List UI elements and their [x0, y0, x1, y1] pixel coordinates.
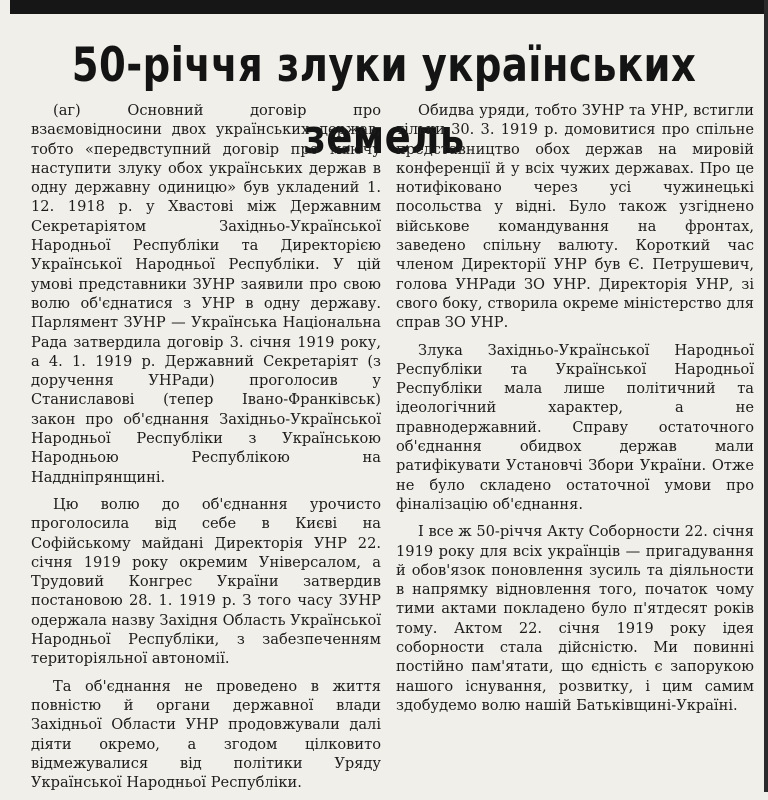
article-column-left: [31, 101, 381, 800]
page-edge: [764, 0, 768, 792]
article-column-right: [396, 101, 754, 723]
paragraph-anniversary: І все ж 50-річчя Акту Соборности 22. січня 1919 року для всіх українців — пригадування й обов'язок поновлення зусиль та діяльности в напрямку відновлення того, початок чому тими актами покладено було п'ятдесят років тому. Актом 22. січня 1919 року ідея соборности стала дійсністю. Ми повинні постійно пам'ятати, що єдність є запорукою нашого існування, розвитку, і цим самим здобудемо волю нашій Батьківщині-Україні.: [396, 523, 754, 714]
paragraph-character: Злука Західньо-Української Народньої Республіки та Української Народньої Республіки мала лише політичний та ідеологічний характер, а не правнодержавний. Справу остаточного об'єднання обидвох держав мали ратифікувати Установчі Збори України. Отже не було складено остаточної умови про фіналізацію об'єднання.: [396, 341, 754, 513]
paragraph-universal: Цю волю до об'єднання урочисто проголосила від себе в Києві на Софійському майдані Директорія УНР 22. січня 1919 року окремим Універсалом, а Трудовий Конгрес України затвердив постановою 28. 1. 1919 р. З того часу ЗУНР одержала назву Західня Область Української Народньої Республіки, з забезпеченням територіяльної автономії.: [31, 495, 381, 668]
paragraph-representation: Обидва уряди, тобто ЗУНР та УНР, встигли тільки 30. 3. 1919 р. домовитися про спільне представництво обох держав на мировій конференції й у всіх чужих державах. Про це нотифіковано через усі чужинецькі посольства у відні. Було також узгіднено військове командування на фронтах, заведено спільну валюту. Короткий час членом Директорії УНР був Є. Петрушевич, голова УНРади ЗО УНР. Директорія УНР, зі свого боку, створила окреме міністерство для справ ЗО УНР.: [396, 102, 754, 332]
top-rule: [10, 0, 768, 14]
paragraph-treaty: (аг) Основний договір про взаємовідносини двох українських держав, тобто «передвступний договір про маючу наступити злуку обох українських держав в одну державну одиницю» був укладений 1. 12. 1918 р. у Хвастові між Державним Секретаріятом Західньо-Української Народньої Республіки та Директорією Української Народньої Республіки. У цій умові представники ЗУНР заявили про свою волю об'єднатися з УНР в одну державу. Парлямент ЗУНР — Українська Національна Рада затвердила договір 3. січня 1919 року, а 4. 1. 1919 р. Державний Секретаріят (з доручення УНРади) проголосив у Станиславові (тепер Івано-Франківськ) закон про об'єднання Західньо-Української Народньої Республіки з Українською Народньою Республікою на Наддніпрянщині.: [31, 102, 381, 486]
article-title: 50-річчя злуки українських земель: [71, 38, 697, 165]
paragraph-separation: Та об'єднання не проведено в життя повністю й органи державної влади Західньої Области УНР продовжували далі діяти окремо, а згодом цілковито відмежувалися від політики Уряду Української Народньої Республіки.: [31, 677, 381, 792]
